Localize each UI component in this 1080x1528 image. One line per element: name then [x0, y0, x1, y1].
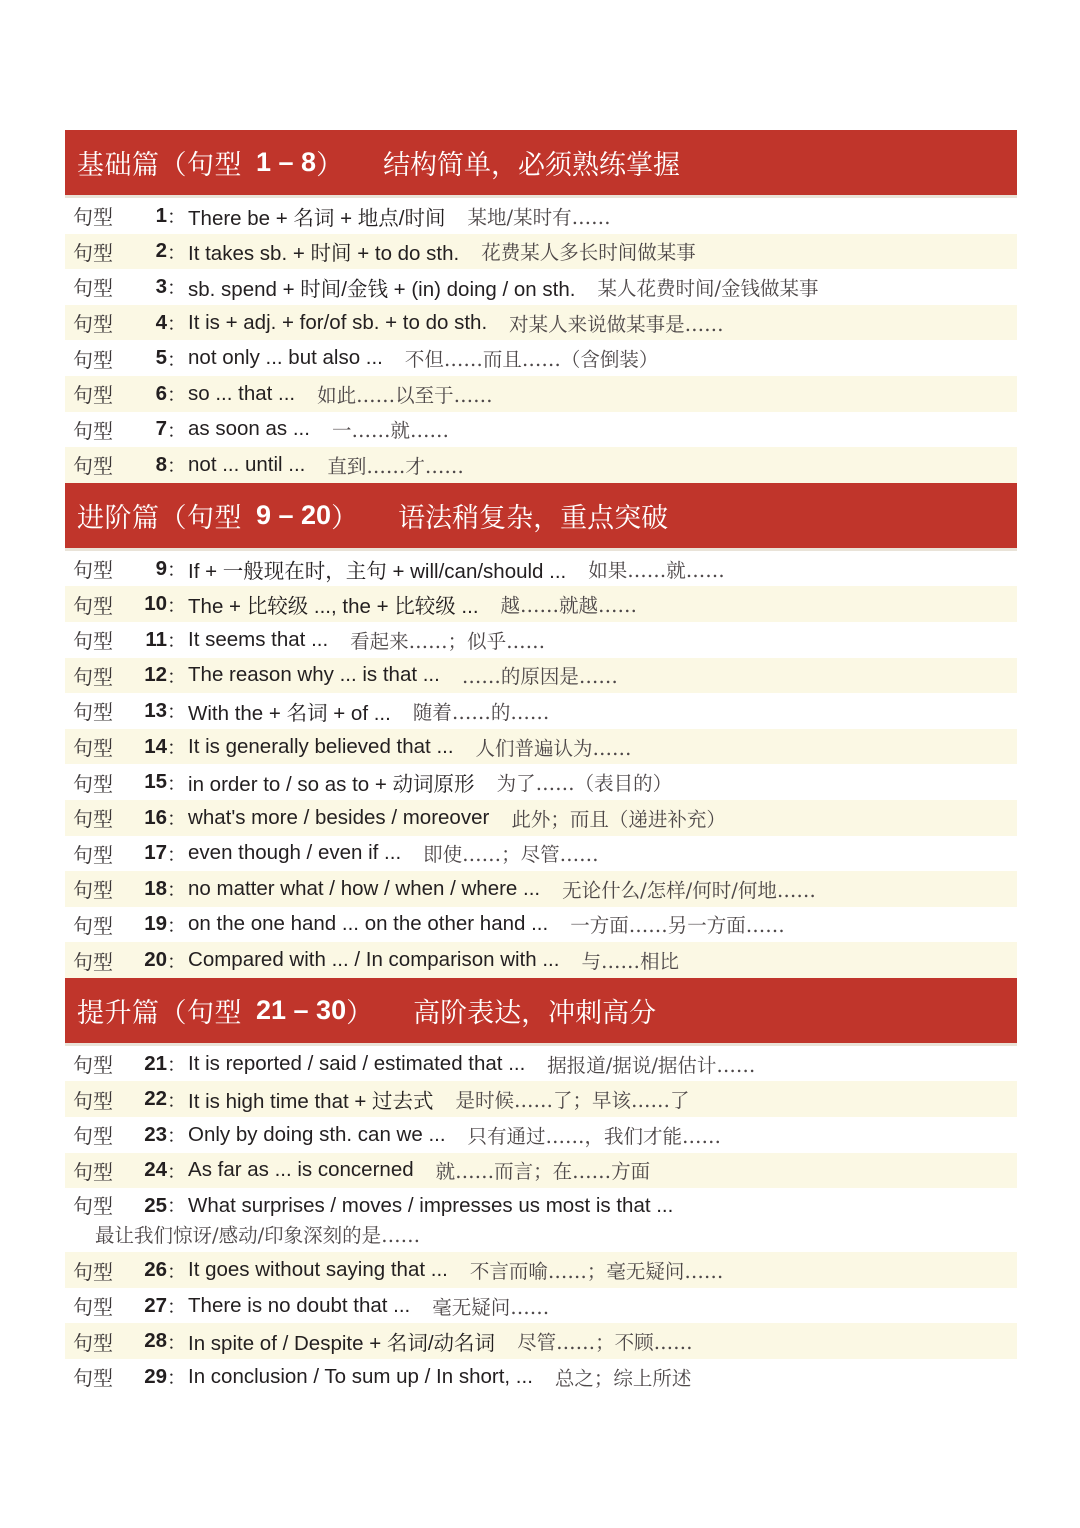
pattern-row: 句型 15 ： in order to / so as to + 动词原形 为了……（表目的）: [65, 764, 1017, 800]
pattern-number: 19: [144, 912, 167, 936]
pattern-number: 18: [144, 876, 167, 900]
pattern-row: 句型 23 ： Only by doing sth. can we ... 只有通过……，我们才能……: [65, 1117, 1017, 1153]
pattern-number: 27: [144, 1293, 167, 1317]
pattern-number: 7: [155, 417, 167, 441]
pattern-english: even though / even if ...: [188, 841, 402, 865]
pattern-label: 句型: [73, 1259, 113, 1284]
pattern-english: If + 一般现在时，主句 + will/can/should ...: [188, 559, 567, 583]
sentence-pattern-document: [65, 130, 1017, 1395]
pattern-english: what's more / besides / moreover: [188, 805, 490, 829]
pattern-label: 句型: [73, 593, 113, 618]
pattern-chinese: 就……而言；在……方面: [435, 1160, 651, 1184]
pattern-number: 4: [155, 310, 167, 334]
pattern-english: The reason why ... is that ...: [188, 663, 440, 687]
pattern-chinese: 不言而喻……；毫无疑问……: [469, 1260, 724, 1284]
pattern-row: 句型 18 ： no matter what / how / when / where ... 无论什么/怎样/何时/何地……: [65, 871, 1017, 907]
pattern-row: 句型 20 ： Compared with ... / In comparison with ... 与……相比: [65, 942, 1017, 978]
pattern-label: 句型: [73, 1295, 113, 1320]
pattern-row: 句型 24 ： As far as ... is concerned 就……而言；在……方面: [65, 1153, 1017, 1189]
pattern-english: It takes sb. + 时间 + to do sth.: [188, 242, 460, 266]
pattern-chinese: 总之；综上所述: [554, 1366, 692, 1390]
pattern-english: It seems that ...: [188, 627, 329, 651]
pattern-chinese: 对某人来说做某事是……: [509, 312, 724, 336]
pattern-label: 句型: [73, 1330, 113, 1355]
pattern-list: [65, 551, 1017, 978]
pattern-english: not ... until ...: [188, 452, 306, 476]
section-tagline: 结构简单，必须熟练掌握: [383, 150, 681, 181]
pattern-chinese: 不但……而且……（含倒装）: [404, 348, 659, 372]
pattern-row: 句型 8 ： not ... until ... 直到……才……: [65, 447, 1017, 483]
pattern-english: The + 比较级 ..., the + 比较级 ...: [188, 595, 479, 619]
pattern-label: 句型: [73, 664, 113, 689]
section-title: 基础篇（句型: [77, 150, 242, 181]
section-tagline: 语法稍复杂，重点突破: [398, 502, 669, 534]
section-header: [65, 483, 1017, 551]
pattern-chinese: 一方面……另一方面……: [570, 914, 785, 938]
pattern-row: 句型 6 ： so ... that ... 如此……以至于……: [65, 376, 1017, 412]
pattern-row: 句型 17 ： even though / even if ... 即使……；尽管……: [65, 836, 1017, 872]
pattern-row: 句型 25 ： What surprises / moves / impresses us most is that ... 最让我们惊讶/感动/印象深刻的是……: [65, 1188, 1017, 1252]
pattern-label: 句型: [73, 807, 113, 832]
pattern-number: 29: [144, 1364, 167, 1388]
pattern-row: 句型 16 ： what's more / besides / moreover 此外；而且（递进补充）: [65, 800, 1017, 836]
pattern-label: 句型: [73, 1053, 113, 1078]
pattern-label: 句型: [73, 454, 113, 479]
pattern-english: not only ... but also ...: [188, 346, 383, 370]
pattern-english: on the one hand ... on the other hand ...: [188, 912, 549, 936]
pattern-number: 26: [144, 1258, 167, 1282]
pattern-number: 25: [144, 1194, 167, 1218]
pattern-chinese: 是时候……了；早该……了: [455, 1089, 690, 1113]
pattern-chinese: 为了……（表目的）: [496, 772, 673, 796]
pattern-label: 句型: [73, 1124, 113, 1149]
section-range: 9 – 20: [256, 499, 332, 530]
pattern-row: 句型 10 ： The + 比较级 ..., the + 比较级 ... 越……就越……: [65, 586, 1017, 622]
pattern-english: It is generally believed that ...: [188, 734, 454, 758]
section-range: 21 – 30: [256, 994, 347, 1025]
pattern-number: 3: [155, 274, 167, 298]
pattern-number: 17: [144, 841, 167, 865]
pattern-chinese: 如果……就……: [588, 558, 725, 582]
pattern-number: 14: [144, 734, 167, 758]
pattern-chinese: 此外；而且（递进补充）: [511, 807, 726, 831]
pattern-chinese: 某地/某时有……: [467, 205, 611, 229]
pattern-english: It goes without saying that ...: [188, 1258, 448, 1282]
pattern-english: Only by doing sth. can we ...: [188, 1122, 446, 1146]
pattern-label: 句型: [73, 205, 113, 230]
section-tagline: 高阶表达，冲刺高分: [413, 997, 657, 1029]
pattern-label: 句型: [73, 312, 113, 337]
pattern-english: In spite of / Despite + 名词/动名词: [188, 1332, 496, 1356]
pattern-chinese: 据报道/据说/据估计……: [547, 1053, 756, 1077]
pattern-english: What surprises / moves / impresses us most is that ...: [188, 1194, 674, 1218]
pattern-chinese: 一……就……: [331, 419, 449, 443]
section-header: [65, 978, 1017, 1046]
pattern-english: It is reported / said / estimated that ...: [188, 1051, 526, 1075]
pattern-chinese: 毫无疑问……: [432, 1295, 550, 1319]
pattern-number: 28: [144, 1329, 167, 1353]
pattern-row: 句型 9 ： If + 一般现在时，主句 + will/can/should ... 如果……就……: [65, 551, 1017, 587]
pattern-number: 21: [144, 1051, 167, 1075]
pattern-row: 句型 22 ： It is high time that + 过去式 是时候……了；早该……了: [65, 1081, 1017, 1117]
section-header: [65, 130, 1017, 198]
pattern-english: Compared with ... / In comparison with ...: [188, 948, 560, 972]
pattern-label: 句型: [73, 240, 113, 265]
pattern-english: It is + adj. + for/of sb. + to do sth.: [188, 310, 488, 334]
section-range: 1 – 8: [256, 147, 317, 177]
pattern-english: In conclusion / To sum up / In short, ...: [188, 1364, 533, 1388]
pattern-label: 句型: [73, 418, 113, 443]
pattern-chinese: 与……相比: [581, 950, 679, 974]
pattern-label: 句型: [73, 949, 113, 974]
pattern-number: 5: [155, 346, 167, 370]
pattern-label: 句型: [73, 878, 113, 903]
pattern-english: sb. spend + 时间/金钱 + (in) doing / on sth.: [188, 277, 576, 301]
pattern-label: 句型: [73, 736, 113, 761]
pattern-english: As far as ... is concerned: [188, 1158, 414, 1182]
pattern-label: 句型: [73, 842, 113, 867]
section-advanced: [65, 483, 1017, 978]
pattern-number: 13: [144, 698, 167, 722]
pattern-label: 句型: [73, 558, 113, 583]
section-title-close: ）: [316, 150, 344, 181]
pattern-chinese: ……的原因是……: [461, 665, 618, 689]
pattern-chinese: 某人花费时间/金钱做某事: [597, 276, 819, 300]
pattern-label: 句型: [73, 347, 113, 372]
pattern-english: in order to / so as to + 动词原形: [188, 773, 475, 797]
pattern-chinese: 看起来……；似乎……: [350, 629, 546, 653]
pattern-english: There is no doubt that ...: [188, 1293, 411, 1317]
pattern-number: 16: [144, 805, 167, 829]
pattern-label: 句型: [73, 276, 113, 301]
pattern-row: 句型 29 ： In conclusion / To sum up / In short, ... 总之；综上所述: [65, 1359, 1017, 1395]
pattern-row: 句型 27 ： There is no doubt that ... 毫无疑问……: [65, 1288, 1017, 1324]
pattern-english: so ... that ...: [188, 381, 296, 405]
pattern-label: 句型: [73, 700, 113, 725]
pattern-number: 24: [144, 1158, 167, 1182]
pattern-row: 句型 2 ： It takes sb. + 时间 + to do sth. 花费某人多长时间做某事: [65, 234, 1017, 270]
pattern-label: 句型: [73, 1159, 113, 1184]
pattern-number: 10: [144, 592, 167, 616]
pattern-number: 6: [155, 381, 167, 405]
section-basic: [65, 130, 1017, 483]
pattern-chinese: 尽管……；不顾……: [517, 1331, 693, 1355]
pattern-english: no matter what / how / when / where ...: [188, 876, 541, 900]
pattern-number: 22: [144, 1087, 167, 1111]
pattern-label: 句型: [73, 383, 113, 408]
pattern-label: 句型: [73, 1366, 113, 1391]
section-title-close: ）: [346, 997, 374, 1029]
pattern-row: 句型 4 ： It is + adj. + for/of sb. + to do sth. 对某人来说做某事是……: [65, 305, 1017, 341]
pattern-chinese: 越……就越……: [500, 594, 638, 618]
pattern-number: 1: [155, 203, 167, 227]
pattern-number: 11: [145, 627, 167, 651]
pattern-row: 句型 19 ： on the one hand ... on the other hand ... 一方面……另一方面……: [65, 907, 1017, 943]
pattern-row: 句型 21 ： It is reported / said / estimated that ... 据报道/据说/据估计……: [65, 1046, 1017, 1082]
pattern-list: [65, 198, 1017, 483]
section-upgrade: [65, 978, 1017, 1395]
pattern-chinese: 如此……以至于……: [317, 383, 493, 407]
pattern-number: 20: [144, 948, 167, 972]
pattern-chinese: 花费某人多长时间做某事: [481, 241, 696, 265]
pattern-number: 9: [155, 556, 167, 580]
pattern-english: There be + 名词 + 地点/时间: [188, 206, 446, 230]
pattern-row: 句型 12 ： The reason why ... is that ... ……的原因是……: [65, 658, 1017, 694]
pattern-chinese: 人们普遍认为……: [475, 736, 632, 760]
pattern-label: 句型: [73, 629, 113, 654]
pattern-number: 2: [155, 239, 167, 263]
pattern-row: 句型 3 ： sb. spend + 时间/金钱 + (in) doing / on sth. 某人花费时间/金钱做某事: [65, 269, 1017, 305]
pattern-label: 句型: [73, 913, 113, 938]
pattern-english: With the + 名词 + of ...: [188, 701, 391, 725]
pattern-english: It is high time that + 过去式: [188, 1090, 434, 1114]
pattern-row: 句型 1 ： There be + 名词 + 地点/时间 某地/某时有……: [65, 198, 1017, 234]
pattern-chinese: 最让我们惊讶/感动/印象深刻的是……: [95, 1224, 421, 1248]
section-title: 进阶篇（句型: [77, 502, 242, 534]
pattern-row: 句型 28 ： In spite of / Despite + 名词/动名词 尽管……；不顾……: [65, 1323, 1017, 1359]
pattern-chinese: 无论什么/怎样/何时/何地……: [562, 878, 816, 902]
pattern-number: 8: [155, 452, 167, 476]
pattern-list: [65, 1046, 1017, 1395]
section-title: 提升篇（句型: [77, 997, 242, 1029]
pattern-number: 23: [144, 1122, 167, 1146]
pattern-chinese: 随着……的……: [412, 700, 550, 724]
pattern-row: 句型 13 ： With the + 名词 + of ... 随着……的……: [65, 693, 1017, 729]
pattern-label: 句型: [73, 1088, 113, 1113]
pattern-row: 句型 11 ： It seems that ... 看起来……；似乎……: [65, 622, 1017, 658]
pattern-row: 句型 14 ： It is generally believed that ... 人们普遍认为……: [65, 729, 1017, 765]
section-title-close: ）: [331, 502, 359, 534]
pattern-label: 句型: [73, 1194, 113, 1219]
pattern-label: 句型: [73, 771, 113, 796]
pattern-row: 句型 26 ： It goes without saying that ... 不言而喻……；毫无疑问……: [65, 1252, 1017, 1288]
pattern-number: 12: [144, 663, 167, 687]
pattern-chinese: 直到……才……: [327, 454, 464, 478]
pattern-row: 句型 7 ： as soon as ... 一……就……: [65, 412, 1017, 448]
pattern-number: 15: [144, 770, 167, 794]
pattern-chinese: 即使……；尽管……: [423, 843, 599, 867]
pattern-english: as soon as ...: [188, 417, 310, 441]
pattern-row: 句型 5 ： not only ... but also ... 不但……而且……（含倒装）: [65, 340, 1017, 376]
pattern-chinese: 只有通过……，我们才能……: [467, 1124, 722, 1148]
